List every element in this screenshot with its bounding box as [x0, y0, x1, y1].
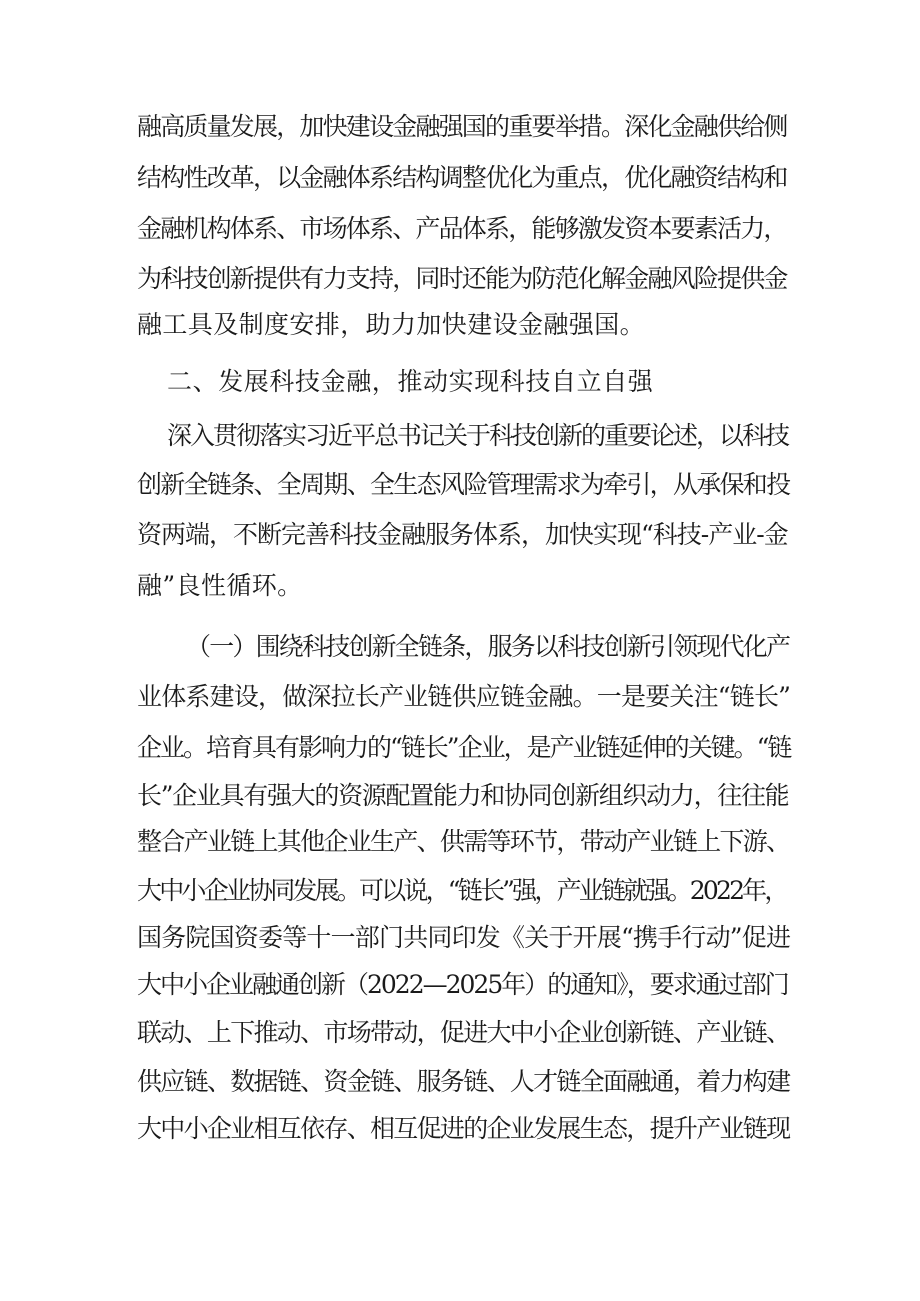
paragraph-line: 整合产业链上其他企业生产、供需等环节，带动产业链上下游、 [137, 827, 790, 856]
paragraph-line: 长”企业具有强大的资源配置能力和协同创新组织动力，往往能 [137, 781, 789, 810]
paragraph-line: 大中小企业融通创新（2022—2025年）的通知》，要求通过部门 [137, 970, 788, 999]
paragraph-line: 金融机构体系、市场体系、产品体系，能够激发资本要素活力， [137, 214, 787, 243]
paragraph-line: 业体系建设，做深拉长产业链供应链金融。一是要关注“链长” [137, 682, 791, 711]
paragraph-line: 融工具及制度安排，助力加快建设金融强国。 [137, 310, 646, 339]
paragraph-line: 企业。培育具有影响力的“链长”企业，是产业链延伸的关键。“链 [137, 733, 791, 762]
paragraph-line: 为科技创新提供有力支持，同时还能为防范化解金融风险提供金 [137, 264, 787, 293]
paragraph-line: 供应链、数据链、资金链、服务链、人才链全面融通，着力构建 [137, 1067, 790, 1096]
paragraph-line: 融”良性循环。 [137, 571, 303, 600]
paragraph-line: 联动、上下推动、市场带动，促进大中小企业创新链、产业链、 [137, 1018, 790, 1047]
paragraph-line: 大中小企业协同发展。可以说，“链长”强，产业链就强。2022年， [137, 876, 787, 905]
paragraph-line: 资两端，不断完善科技金融服务体系，加快实现“科技-产业-金 [137, 520, 788, 549]
paragraph-line: 深入贯彻落实习近平总书记关于科技创新的重要论述，以科技 [167, 421, 789, 450]
paragraph-line: 结构性改革，以金融体系结构调整优化为重点，优化融资结构和 [137, 163, 787, 192]
section-heading: 二、发展科技金融，推动实现科技自立自强 [167, 367, 654, 396]
paragraph-line: 创新全链条、全周期、全生态风险管理需求为牵引，从承保和投 [137, 470, 790, 499]
paragraph-line: 大中小企业相互依存、相互促进的企业发展生态，提升产业链现 [137, 1114, 790, 1143]
paragraph-line: 融高质量发展，加快建设金融强国的重要举措。深化金融供给侧 [137, 112, 787, 141]
subsection-line: （一）围绕科技创新全链条，服务以科技创新引领现代化产 [186, 632, 790, 661]
paragraph-line: 国务院国资委等十一部门共同印发《关于开展“携手行动”促进 [137, 923, 791, 952]
